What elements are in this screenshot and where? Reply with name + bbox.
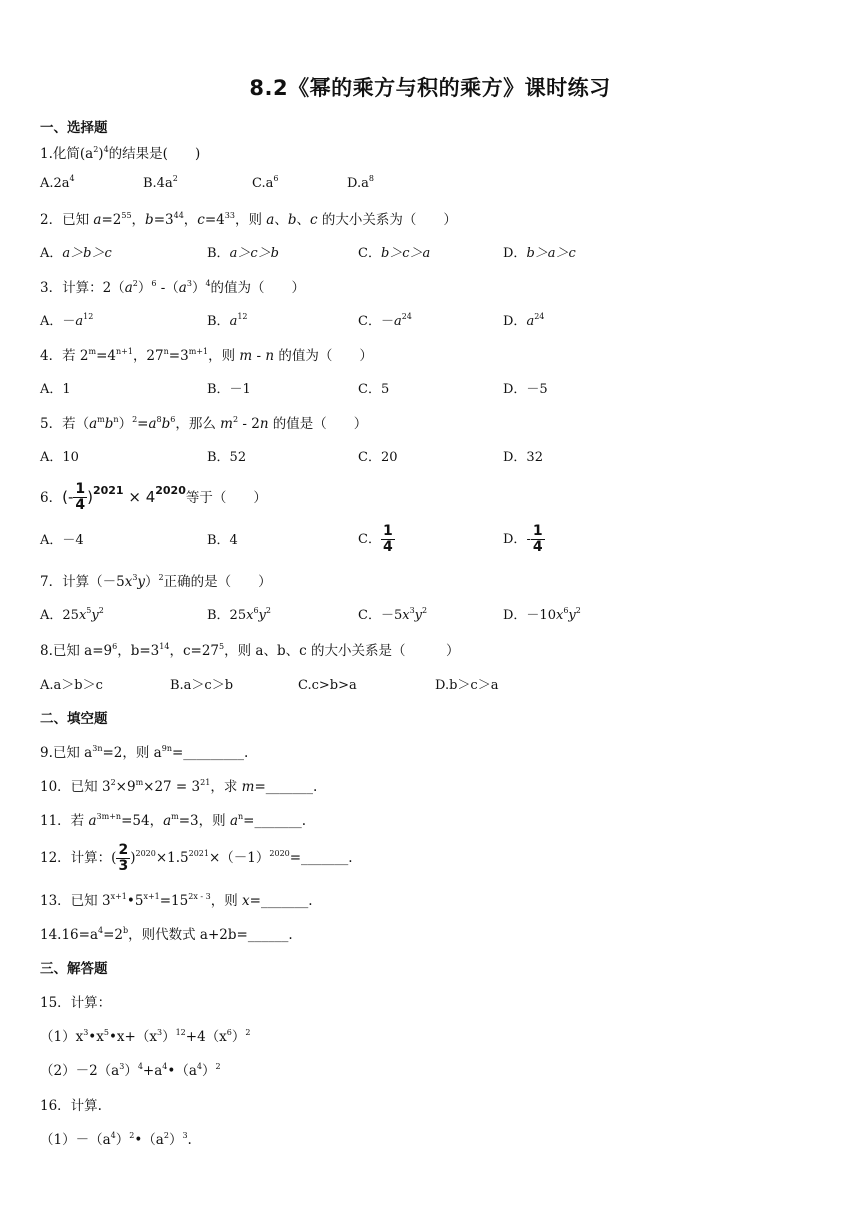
question-10: 10．已知 $3^2\times 9^m\times 27 = 3^{21}$，求 m=_______. [40,778,318,795]
q5-option-c: C．20 [358,450,398,465]
q3-option-c: C．$-a^{24}$ [358,312,412,329]
q6-option-c: C． $\frac{1}{4}$ [358,523,393,555]
q6-fraction: $\frac{1}{4}$ [75,481,86,513]
q4-option-d: D．－5 [503,382,548,397]
q2-option-a: A．a＞b＞c [40,246,112,261]
question-4: 4．若 $2^m=4^{n+1}$，$27^n=3^{m+1}$，则 m - n 的值为（ ） [40,347,373,364]
question-8: 8.已知 $a=9^6$，$b=3^{14}$，$c=27^5$，则 a、b、c 的大小关系是（ ） [40,642,460,659]
q7-option-c: C．$-5x^3y^2$ [358,606,428,623]
q16-part-1: $(1)-(a^4)^2•(a^2)^3$. [40,1131,192,1148]
question-5: 5．若$(a^mb^n)^2=a^8b^6$，那么 $m^2 - 2n$ 的值是（ ） [40,415,368,432]
question-16: 16．计算. [40,1098,102,1114]
q12-fraction: $\frac{2}{3}$ [118,842,129,874]
q3-option-a: A．$-a^{12}$ [40,312,94,329]
q3-option-b: B．$a^{12}$ [207,312,248,329]
q8-option-c: C.c>b>a [298,678,357,693]
question-14: $14.16=a^4=2^b$，则代数式 a+2b=______. [40,926,293,943]
q4-option-c: C．5 [358,382,390,397]
section-heading-answer: 三、解答题 [40,961,108,977]
q6-option-a: A．－4 [40,533,84,548]
q15-part-2: $(2)-2(a^3)^4+a^4•(a^4)^2$ [40,1062,221,1079]
question-15: 15．计算： [40,995,112,1011]
q1-option-d: $D.a^8$ [347,174,374,191]
q2-option-d: D．b＞a＞c [503,246,576,261]
q1-option-c: $C.a^6$ [252,174,279,191]
q8-option-b: B.a＞c＞b [170,678,234,693]
q5-option-d: D．32 [503,450,543,465]
q3-option-d: D．$a^{24}$ [503,312,545,329]
question-13: 13．已知 $3^{x+1}•5^{x+1}=15^{2x - 3}$，则 x=_______. [40,892,313,909]
question-7: 7．计算$(-5x^3y)^2$正确的是（ ） [40,573,272,590]
page-title: 8.2《幂的乘方与积的乘方》课时练习 [249,76,611,100]
question-12: 12．计算：( $\frac{2}{3}$ )$^{2020}\times 1.5^{2021}\times(-1)^{2020}=\_\_\_\_\_\_\_$. [40,842,353,874]
q1-option-a: $A.2a^4$ [40,174,75,191]
q6-option-b: B．4 [207,533,238,548]
q1-option-b: $B.4a^2$ [143,174,178,191]
question-3: 3．计算：$2(a^2)^6$ $-(a^3)^4$的值为（ ） [40,279,306,296]
question-6: 6．(- $\frac{1}{4}$ )$^{2021} \times 4^{2020}$等于（ ） [40,481,267,513]
q5-option-b: B．52 [207,450,247,465]
q4-option-b: B．－1 [207,382,251,397]
q4-option-a: A．1 [40,382,71,397]
q7-option-b: B．$25x^6y^2$ [207,606,271,623]
q15-part-1: $(1)x^3•x^5•x+(x^3)^{12}+4(x^6)^2$ [40,1028,251,1045]
question-2: 2．已知 $a=2^{55}$，$b=3^{44}$，$c=4^{33}$，则 a、b、c 的大小关系为（ ） [40,211,457,228]
q6-option-d: D．- $\frac{1}{4}$ [503,523,543,555]
section-heading-fill: 二、填空题 [40,711,108,727]
q8-option-a: A.a＞b＞c [40,678,103,693]
q2-option-b: B．a＞c＞b [207,246,279,261]
question-1: 1.化简$(a^2)^4$的结果是( ) [40,145,201,162]
q7-option-a: A．$25x^5y^2$ [40,606,104,623]
q5-option-a: A．10 [40,450,79,465]
q8-option-d: D.b＞c＞a [435,678,499,693]
q7-option-d: D．$-10x^6y^2$ [503,606,581,623]
question-9: 9.已知 $a^{3n}=2$，则 $a^{9n}=\_\_\_\_\_\_\_\_\_$. [40,744,249,761]
section-heading-choice: 一、选择题 [40,120,108,136]
q2-option-c: C．b＞c＞a [358,246,431,261]
question-11: 11．若 $a^{3m+n}=54$，$a^m=3$，则 $a^n=\_\_\_\_\_\_\_$. [40,812,307,829]
